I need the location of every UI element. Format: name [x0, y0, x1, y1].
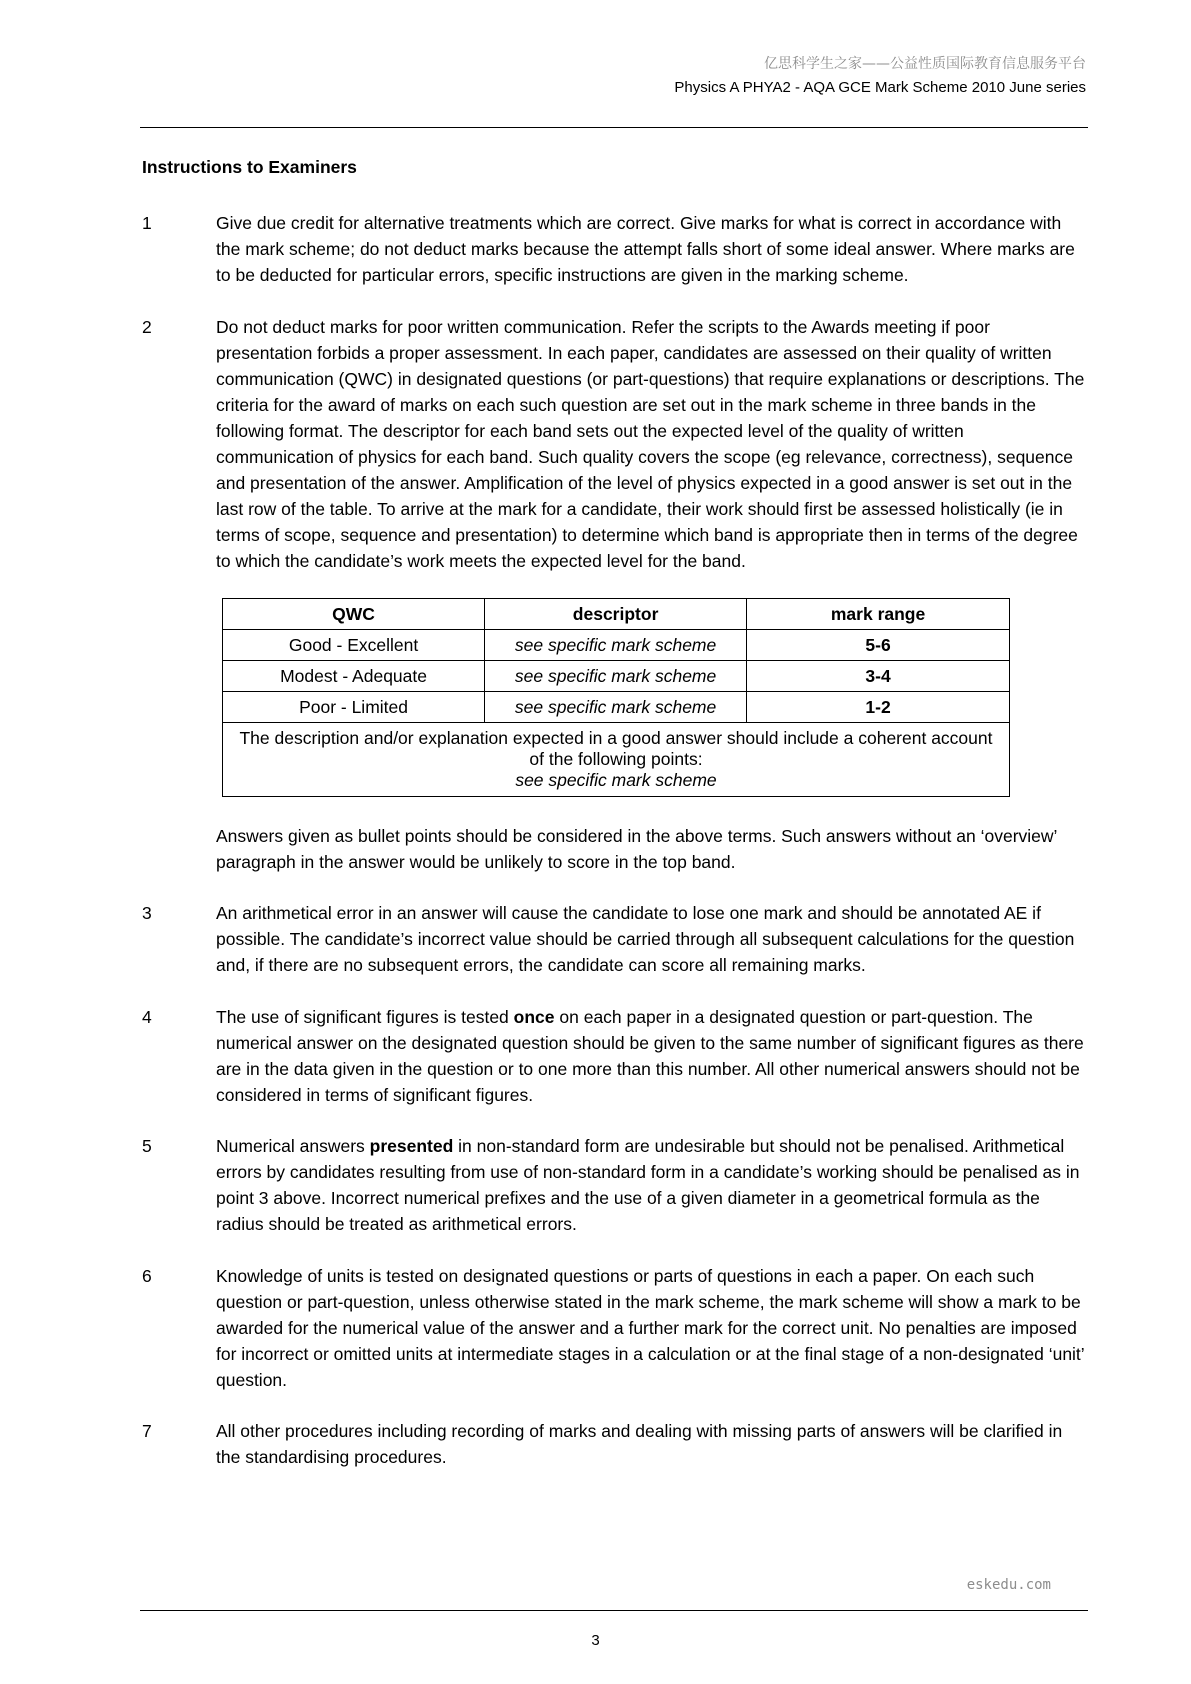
band-mark-range: 3-4 [747, 660, 1010, 691]
band-descriptor: see specific mark scheme [485, 691, 747, 722]
item-text [216, 1133, 1086, 1237]
instruction-item [142, 210, 1090, 288]
bold-emphasis: once [513, 1006, 555, 1027]
item-text: Give due credit for alternative treatments which are correct. Give marks for what is correct in accordance with the mark scheme; do not deduct marks because the attempt falls short of some ideal answer. Where marks are to be deducted for particular errors, specific instructions are given in the marking scheme. [216, 213, 1075, 285]
instruction-item [142, 1004, 1090, 1108]
band-name: Modest - Adequate [223, 660, 485, 691]
instruction-item [142, 314, 1090, 875]
page-number: 3 [591, 1632, 600, 1649]
text-run: The use of significant figures is tested [216, 1006, 514, 1027]
item-number: 3 [142, 903, 152, 923]
table-row [223, 660, 1010, 691]
band-name: Good - Excellent [223, 629, 485, 660]
header-series-title: Physics A PHYA2 - AQA GCE Mark Scheme 2010 June series [674, 79, 1086, 96]
table-row [223, 691, 1010, 722]
text-run: on each paper in a designated question or part-question. The numerical answer on the designated question should be given to the same number of significant figures as there are in the data given in the question or to one more than this number. All other numerical answers should not be considered in terms of significant figures. [216, 1006, 1084, 1105]
bold-emphasis: presented [369, 1136, 454, 1156]
column-header-qwc: QWC [223, 598, 485, 629]
instruction-item [142, 1133, 1090, 1237]
header-rule [140, 127, 1088, 128]
watermark: eskedu.com [966, 1577, 1051, 1593]
instruction-item [142, 1418, 1090, 1470]
text-run: in non-standard form are undesirable but should not be penalised. Arithmetical errors by candidates resulting from use of non-standard form in a candidate’s working should be penalised as in point 3 above. Incorrect numerical prefixes and the use of a given diameter in a geometrical formula as the radius should be treated as arithmetical errors. [216, 1136, 1080, 1234]
band-descriptor: see specific mark scheme [485, 629, 747, 660]
band-name: Poor - Limited [223, 691, 485, 722]
band-mark-range: 5-6 [747, 629, 1010, 660]
table-footer-reference: see specific mark scheme [515, 769, 717, 790]
footer-rule [140, 1610, 1088, 1611]
item-number: 1 [142, 213, 152, 233]
qwc-table [222, 598, 1010, 797]
item-text: Do not deduct marks for poor written communication. Refer the scripts to the Awards meeting if poor presentation forbids a proper assessment. In each paper, candidates are assessed on their quality of written communication (QWC) in designated questions (or part-questions) that require explanations or descriptions. The criteria for the award of marks on each such question are set out in the mark scheme in three bands in the following format. The descriptor for each band sets out the expected level of the quality of written communication of physics for each band. Such quality covers the scope (eg relevance, correctness), sequence and presentation of the answer. Amplification of the level of physics expected in a good answer is set out in the last row of the table. To arrive at the mark for a candidate, their work should first be assessed holistically (ie in terms of scope, sequence and presentation) to determine which band is appropriate then in terms of the degree to which the candidate’s work meets the expected level for the band. [216, 316, 1085, 571]
page-title: Instructions to Examiners [142, 157, 357, 177]
item-number: 4 [142, 1006, 152, 1027]
table-row [223, 629, 1010, 660]
item-text: All other procedures including recording of marks and dealing with missing parts of answers will be clarified in the standardising procedures. [216, 1421, 1063, 1467]
header-site-name: 亿思科学生之家——公益性质国际教育信息服务平台 [764, 56, 1086, 72]
column-header-descriptor: descriptor [485, 598, 747, 629]
item-number: 7 [142, 1421, 152, 1441]
item-text-after-table: Answers given as bullet points should be considered in the above terms. Such answers without an ‘overview’ paragraph in the answer would be unlikely to score in the top band. [216, 825, 1057, 872]
page-header [674, 52, 1086, 100]
item-number: 5 [142, 1136, 152, 1156]
table-header-row [223, 598, 1010, 629]
item-number: 6 [142, 1265, 152, 1286]
table-footer-cell [223, 722, 1010, 796]
instruction-list [142, 210, 1090, 1496]
table-footer-text: The description and/or explanation expected in a good answer should include a coherent account of the following points: [239, 727, 993, 769]
band-descriptor: see specific mark scheme [485, 660, 747, 691]
item-text: An arithmetical error in an answer will cause the candidate to lose one mark and should be annotated AE if possible. The candidate’s incorrect value should be carried through all subsequent calculations for the question and, if there are no subsequent errors, the candidate can score all remaining marks. [216, 903, 1075, 975]
item-text [216, 1004, 1086, 1108]
column-header-mark-range: mark range [747, 598, 1010, 629]
table-footer-row [223, 722, 1010, 796]
band-mark-range: 1-2 [747, 691, 1010, 722]
text-run: Numerical answers [216, 1136, 370, 1156]
item-number: 2 [142, 316, 152, 337]
instruction-item [142, 1263, 1090, 1393]
instruction-item [142, 900, 1090, 978]
item-text: Knowledge of units is tested on designated questions or parts of questions in each a paper. On each such question or part-question, unless otherwise stated in the mark scheme, the mark scheme will show a mark to be awarded for the numerical value of the answer and a further mark for the correct unit. No penalties are imposed for incorrect or omitted units at intermediate stages in a calculation or at the final stage of a non-designated ‘unit’ question. [216, 1265, 1085, 1390]
